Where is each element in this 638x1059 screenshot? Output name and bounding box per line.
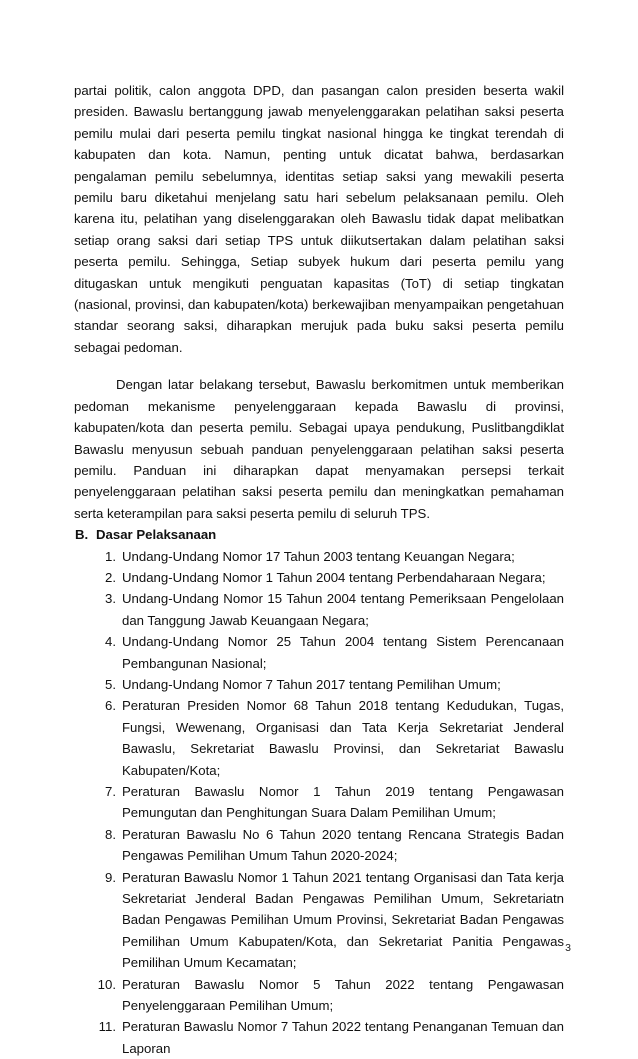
list-item-text: Peraturan Bawaslu Nomor 5 Tahun 2022 tentang Pengawasan Penyelenggaraan Pemilihan Umum;	[122, 976, 564, 1014]
list-item-number: 6.	[105, 698, 116, 714]
list-item-number: 5.	[105, 676, 116, 692]
page-number: 3	[565, 942, 571, 954]
section-title: Dasar Pelaksanaan	[96, 527, 217, 543]
list-item	[94, 695, 564, 781]
list-item-number: 2.	[105, 569, 116, 585]
list-item	[94, 674, 564, 695]
document-body	[74, 80, 564, 1059]
list-item	[94, 867, 564, 974]
list-item-number: 4.	[105, 634, 116, 650]
list-item-number: 7.	[105, 784, 116, 799]
list-item	[94, 974, 564, 1017]
list-item	[94, 567, 564, 588]
section-letter: B.	[75, 527, 89, 543]
list-item-number: 3.	[105, 591, 116, 607]
paragraph-intro: partai politik, calon anggota DPD, dan pasangan calon presiden beserta wakil presiden. Bawaslu bertanggung jawab menyelenggarakan pelatihan saksi peserta pemilu mulai dari peserta pemilu tingkat nasional hingga ke tingkat terendah di kabupaten dan kota. Namun, penting untuk dicatat bahwa, berdasarkan pengalaman pemilu sebelumnya, identitas setiap saksi yang mewakili peserta pemilu baru diketahui menjelang satu hari sebelum pelaksanaan pemilu. Oleh karena itu, pelatihan yang diselenggarakan oleh Bawaslu tidak dapat melibatkan setiap orang saksi dari setiap TPS untuk diikutsertakan dalam pelatihan saksi peserta pemilu. Sehingga, Setiap subyek hukum dari peserta pemilu yang ditugaskan untuk mengikuti penguatan kapasitas (ToT) di setiap tingkatan (nasional, provinsi, dan kabupaten/kota) berkewajiban menyampaikan pengetahuan standar seorang saksi, diharapkan merujuk pada buku saksi peserta pemilu sebagai pedoman.	[74, 83, 564, 355]
list-item-number: 1.	[105, 548, 116, 564]
list-item	[94, 588, 564, 631]
list-item-text: Peraturan Bawaslu Nomor 1 Tahun 2019 tentang Pengawasan Pemungutan dan Penghitungan Suara Dalam Pemilihan Umum;	[122, 784, 564, 821]
list-item-text: Peraturan Bawaslu Nomor 1 Tahun 2021 tentang Organisasi dan Tata kerja Sekretariat Jenderal Badan Pengawas Pemilihan Umum, Sekretariatn Badan Pengawas Pemilihan Umum Provinsi, Sekretariat Badan Pengawas Pemilihan Umum Kabupaten/Kota, dan Sekretariat Panitia Pengawas Pemilihan Umum Kecamatan;	[122, 869, 564, 971]
list-item-text: Undang-Undang Nomor 1 Tahun 2004 tentang Perbendaharaan Negara;	[122, 569, 546, 585]
list-item-text: Peraturan Bawaslu No 6 Tahun 2020 tentang Rencana Strategis Badan Pengawas Pemilihan Umum Tahun 2020-2024;	[122, 826, 564, 864]
list-item-number: 10.	[97, 976, 116, 992]
list-item-text: Undang-Undang Nomor 25 Tahun 2004 tentang Sistem Perencanaan Pembangunan Nasional;	[122, 634, 564, 671]
list-item-text: Undang-Undang Nomor 15 Tahun 2004 tentang Pemeriksaan Pengelolaan dan Tanggung Jawab Keuangaan Negara;	[122, 591, 564, 628]
list-item	[94, 546, 564, 567]
list-item-text: Peraturan Presiden Nomor 68 Tahun 2018 tentang Kedudukan, Tugas, Fungsi, Wewenang, Organisasi dan Tata Kerja Sekretariat Jenderal Bawaslu, Sekretariat Bawaslu Provinsi, dan Sekretariat Bawaslu Kabupaten/Kota;	[122, 698, 564, 778]
list-item-number: 9.	[105, 869, 116, 885]
list-item	[94, 1016, 564, 1059]
list-item	[94, 824, 564, 867]
legal-basis-list	[74, 546, 564, 1059]
list-item	[94, 781, 564, 824]
list-item-number: 11.	[98, 1019, 116, 1035]
section-heading-dasar-pelaksanaan	[75, 524, 564, 545]
paragraph-background: Dengan latar belakang tersebut, Bawaslu berkomitmen untuk memberikan pedoman mekanisme penyelenggaraan kepada Bawaslu di provinsi, kabupaten/kota dan peserta pemilu. Sebagai upaya pendukung, Puslitbangdiklat Bawaslu menyusun sebuah panduan penyelenggaraan pelatihan saksi peserta pemilu. Panduan ini diharapkan dapat menyamakan persepsi terkait penyelenggaraan pelatihan saksi peserta pemilu dan meningkatkan pemahaman serta keterampilan para saksi peserta pemilu di seluruh TPS.	[74, 377, 564, 521]
list-item	[94, 631, 564, 674]
list-item-text: Peraturan Bawaslu Nomor 7 Tahun 2022 tentang Penanganan Temuan dan Laporan	[122, 1019, 564, 1056]
list-item-text: Undang-Undang Nomor 7 Tahun 2017 tentang Pemilihan Umum;	[122, 676, 501, 692]
list-item-number: 8.	[105, 826, 116, 842]
list-item-text: Undang-Undang Nomor 17 Tahun 2003 tentang Keuangan Negara;	[122, 548, 515, 564]
